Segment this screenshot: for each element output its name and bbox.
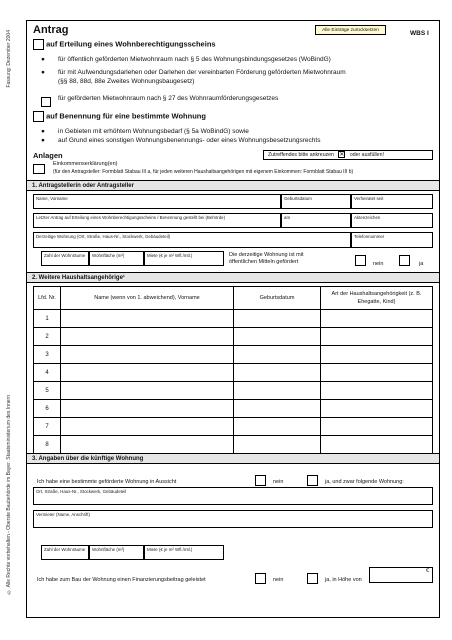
address-label: Derzeitige Wohnung (Ort, Straße, Haus-Nr., Stockwerk, Gebäudeteil) xyxy=(36,234,171,239)
option-wbs xyxy=(33,39,216,50)
wbs-bullet-1: für öffentlich geförderten Mietwohnraum nach § 5 des Wohnungsbindungsgesetzes (WoBindG) xyxy=(58,56,331,63)
member-name-cell[interactable] xyxy=(61,436,234,454)
row-number: 6 xyxy=(34,400,61,418)
am-label: am xyxy=(284,215,291,220)
future-rent-field[interactable] xyxy=(144,545,224,560)
landlord-label: Vermieter (Name, Anschrift) xyxy=(36,512,90,517)
instruction-suffix: oder ausfüllen! xyxy=(349,152,384,158)
row-number: 2 xyxy=(34,328,61,346)
area-label: Wohnfläche (m²) xyxy=(92,253,125,258)
version-note: Fassung: Dezember 2004 xyxy=(6,30,12,88)
row-number: 8 xyxy=(34,436,61,454)
par27-label: für geförderten Mietwohnraum nach § 27 des Wohnraumförderungsgesetzes xyxy=(58,95,279,102)
future-address-label: Ort, Straße, Haus-Nr., Stockwerk, Gebäudeteil xyxy=(36,489,127,494)
current-address-field[interactable] xyxy=(33,232,351,248)
subsidized-no-checkbox[interactable] xyxy=(355,255,366,266)
future-rent-label: Miete (€ je m² Wfl./mtl.) xyxy=(147,547,193,552)
member-birthdate-cell[interactable] xyxy=(234,364,321,382)
bullet-icon: ● xyxy=(41,56,45,63)
rooms-field[interactable] xyxy=(41,251,89,266)
sub-check-27 xyxy=(41,93,51,111)
household-members-table xyxy=(33,286,433,454)
member-name-cell[interactable] xyxy=(61,328,234,346)
member-birthdate-cell[interactable] xyxy=(234,436,321,454)
bullet-icon: ● xyxy=(41,69,45,76)
table-row xyxy=(34,400,433,418)
subsidized-no-label: nein xyxy=(373,261,384,267)
section-2-header: 2. Weitere Haushaltsangehörige¹ xyxy=(27,272,439,283)
financing-yes-checkbox[interactable] xyxy=(307,573,318,584)
member-relation-cell[interactable] xyxy=(321,382,433,400)
rent-field[interactable] xyxy=(144,251,224,266)
einkommen-label: Einkommenserklärung(en) xyxy=(53,161,118,167)
wbs-checkbox[interactable] xyxy=(33,39,44,50)
future-flat-question: Ich habe eine bestimmte geförderte Wohnung in Aussicht xyxy=(37,479,177,485)
member-relation-cell[interactable] xyxy=(321,436,433,454)
col-relation-header: Art der Haushaltsangehörigkeit (z. B. Ehegatte, Kind) xyxy=(321,287,433,310)
member-birthdate-cell[interactable] xyxy=(234,310,321,328)
option-benennung xyxy=(33,111,206,122)
member-birthdate-cell[interactable] xyxy=(234,382,321,400)
subsidized-yes-label: ja xyxy=(419,261,424,267)
reset-button[interactable]: Alle Einträge zurücksetzen xyxy=(315,25,386,35)
financing-yes-label: ja, in Höhe von xyxy=(325,577,362,583)
member-name-cell[interactable] xyxy=(61,418,234,436)
name-label: Name, Vorname xyxy=(36,196,68,201)
member-name-cell[interactable] xyxy=(61,364,234,382)
section-3-header: 3. Angaben über die künftige Wohnung xyxy=(27,453,439,464)
member-relation-cell[interactable] xyxy=(321,346,433,364)
row-number: 5 xyxy=(34,382,61,400)
benennung-bullet-2: auf Grund eines sonstigen Wohnungsbenennungs- oder eines Wohnungsbesetzungsrechts xyxy=(58,137,321,144)
wbs-bullet-2-cont: (§§ 88, 88d, 88e Zweites Wohnungsbaugesetz) xyxy=(58,78,195,85)
option-benennung-label: auf Benennung für eine bestimmte Wohnung xyxy=(46,111,206,121)
member-name-cell[interactable] xyxy=(61,346,234,364)
name-field[interactable] xyxy=(33,194,281,209)
member-name-cell[interactable] xyxy=(61,382,234,400)
future-address-field[interactable] xyxy=(33,487,433,505)
future-flat-yes-checkbox[interactable] xyxy=(307,475,318,486)
file-number-label: Aktenzeichen xyxy=(354,215,381,220)
application-form xyxy=(26,20,440,618)
future-flat-yes-label: ja, und zwar folgende Wohnung: xyxy=(325,479,404,485)
table-row xyxy=(34,310,433,328)
copyright-note: © Alle Rechte vorbehalten - Oberste Baubehörde im Bayer. Staatsministerium des Innern xyxy=(6,395,12,595)
row-number: 1 xyxy=(34,310,61,328)
rooms-label: Zahl der Wohnräume xyxy=(44,253,86,258)
member-birthdate-cell[interactable] xyxy=(234,328,321,346)
row-number: 7 xyxy=(34,418,61,436)
table-row xyxy=(34,418,433,436)
form-code: WBS I xyxy=(410,30,429,37)
table-row xyxy=(34,436,433,454)
future-rooms-field[interactable] xyxy=(41,545,89,560)
bullet-icon: ● xyxy=(41,137,45,144)
form-title: Antrag xyxy=(33,24,69,36)
euro-label: € xyxy=(425,568,429,574)
col-name-header: Name (wenn von 1. abweichend), Vorname xyxy=(61,287,234,310)
rent-label: Miete (€ je m² Wfl./mtl.) xyxy=(147,253,193,258)
phone-label: Telefonnummer xyxy=(354,234,385,239)
einkommen-note: (für den Antragsteller: Formblatt Stabau III a, für jeden weiteren Haushaltsangehörigen mit eigenem Einkommen: Formblatt Stabau III b) xyxy=(53,169,354,175)
table-row xyxy=(34,346,433,364)
benennung-bullet-1: in Gebieten mit erhöhtem Wohnungsbedarf (§ 5a WoBindG) sowie xyxy=(58,128,249,135)
einkommen-check xyxy=(33,160,45,178)
cross-icon: ✕ xyxy=(339,152,345,159)
section-1-header: 1. Antragstellerin oder Antragsteller xyxy=(27,180,439,191)
benennung-checkbox[interactable] xyxy=(33,111,44,122)
future-area-field[interactable] xyxy=(89,545,144,560)
member-relation-cell[interactable] xyxy=(321,364,433,382)
landlord-field[interactable] xyxy=(33,510,433,528)
financing-amount-field[interactable] xyxy=(369,567,433,583)
table-row xyxy=(34,328,433,346)
birthdate-field[interactable] xyxy=(281,194,351,209)
member-birthdate-cell[interactable] xyxy=(234,400,321,418)
future-flat-no-checkbox[interactable] xyxy=(255,475,266,486)
last-application-field[interactable] xyxy=(33,213,281,228)
member-name-cell[interactable] xyxy=(61,400,234,418)
future-flat-no-label: nein xyxy=(273,479,284,485)
member-relation-cell[interactable] xyxy=(321,310,433,328)
par27-checkbox[interactable] xyxy=(41,97,51,107)
last-application-label: Letzter Antrag auf Erteilung eines Wohnberechtigungsscheins / Benennung gestellt bei (Behörde) xyxy=(36,215,226,220)
member-relation-cell[interactable] xyxy=(321,328,433,346)
financing-no-label: nein xyxy=(273,577,284,583)
file-number-field[interactable] xyxy=(351,213,433,228)
instruction-text: Zutreffendes bitte ankreuzen xyxy=(268,152,334,158)
wbs-bullet-2: für mit Aufwendungsdarlehen oder Darlehen der vereinbarten Förderung geförderten Mietwohnraum xyxy=(58,69,346,76)
einkommen-checkbox[interactable] xyxy=(33,164,45,174)
phone-field[interactable] xyxy=(351,232,433,248)
subsidized-yes-checkbox[interactable] xyxy=(399,255,410,266)
subsidized-question: Die derzeitige Wohnung ist mit öffentlichen Mitteln gefördert xyxy=(229,252,304,265)
application-date-field[interactable] xyxy=(281,213,351,228)
financing-no-checkbox[interactable] xyxy=(255,573,266,584)
financing-question: Ich habe zum Bau der Wohnung einen Finanzierungsbeitrag geleistet xyxy=(37,577,206,583)
table-row xyxy=(34,364,433,382)
member-relation-cell[interactable] xyxy=(321,418,433,436)
married-label: Verheiratet seit xyxy=(354,196,384,201)
table-row xyxy=(34,382,433,400)
future-area-label: Wohnfläche (m²) xyxy=(92,547,125,552)
married-since-field[interactable] xyxy=(351,194,433,209)
birthdate-label: Geburtsdatum xyxy=(284,196,312,201)
anlagen-title: Anlagen xyxy=(33,151,63,160)
future-rooms-label: Zahl der Wohnräume xyxy=(44,547,86,552)
col-birthdate-header: Geburtsdatum xyxy=(234,287,321,310)
member-birthdate-cell[interactable] xyxy=(234,418,321,436)
instruction-box xyxy=(263,150,433,160)
row-number: 3 xyxy=(34,346,61,364)
member-relation-cell[interactable] xyxy=(321,400,433,418)
area-field[interactable] xyxy=(89,251,144,266)
member-name-cell[interactable] xyxy=(61,310,234,328)
member-birthdate-cell[interactable] xyxy=(234,346,321,364)
col-nr-header: Lfd. Nr. xyxy=(34,287,61,310)
row-number: 4 xyxy=(34,364,61,382)
option-wbs-label: auf Erteilung eines Wohnberechtigungsscheins xyxy=(46,39,216,49)
bullet-icon: ● xyxy=(41,128,45,135)
